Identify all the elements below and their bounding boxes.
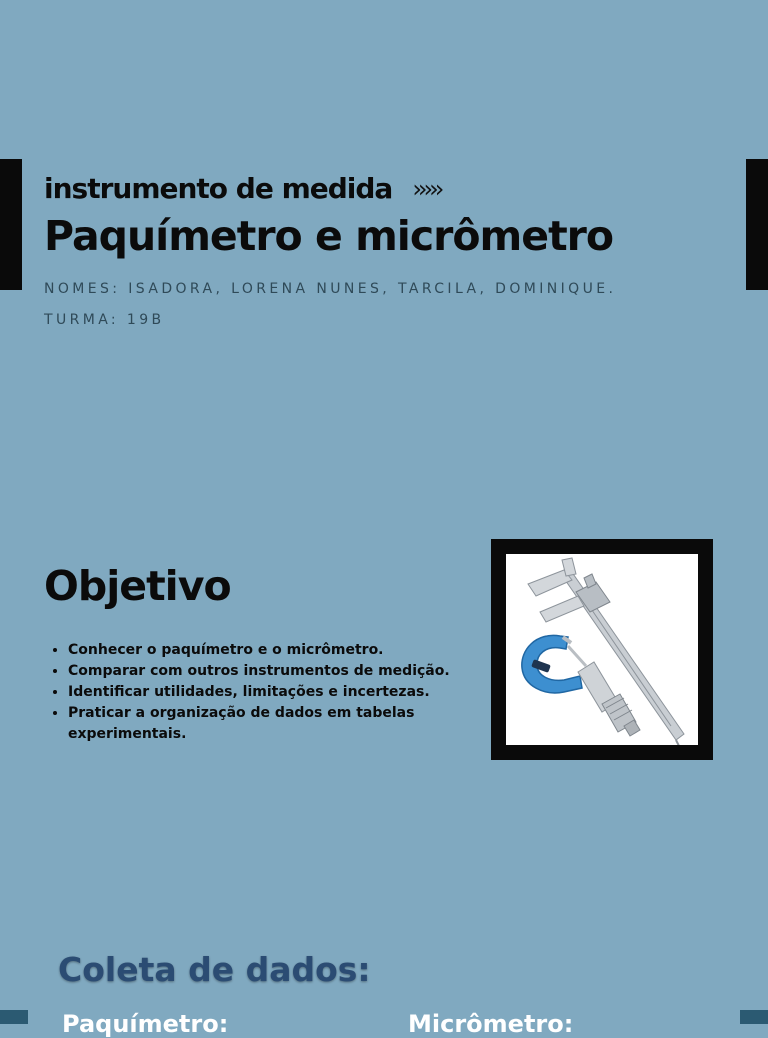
list-item: • Conhecer o paquímetro e o micrômetro. [68, 640, 498, 661]
list-item: • Comparar com outros instrumentos de medição. [68, 661, 498, 682]
micrometer-column-heading: Micrômetro: [408, 1010, 574, 1038]
bottom-right-accent [740, 1010, 768, 1024]
list-item: • Identificar utilidades, limitações e incertezas. [68, 682, 498, 703]
student-names: NOMES: ISADORA, LORENA NUNES, TARCILA, DOMINIQUE. [44, 281, 617, 297]
subtitle-row [44, 172, 440, 205]
caliper-and-micrometer-icon [506, 554, 698, 745]
subtitle: instrumento de medida [44, 172, 393, 205]
list-item: • Praticar a organização de dados em tabelas experimentais. [68, 703, 498, 745]
data-collection-heading: Coleta de dados: [58, 950, 371, 989]
chevrons-icon: ››››› [412, 174, 441, 203]
caliper-column-heading: Paquímetro: [62, 1010, 229, 1038]
objective-heading: Objetivo [44, 562, 231, 610]
right-accent-bar [746, 159, 768, 290]
instrument-image [491, 539, 713, 760]
objective-list [48, 640, 498, 745]
left-accent-bar [0, 159, 22, 290]
bottom-left-accent [0, 1010, 28, 1024]
page-title: Paquímetro e micrômetro [44, 212, 614, 260]
class-label: TURMA: 19B [44, 312, 165, 328]
